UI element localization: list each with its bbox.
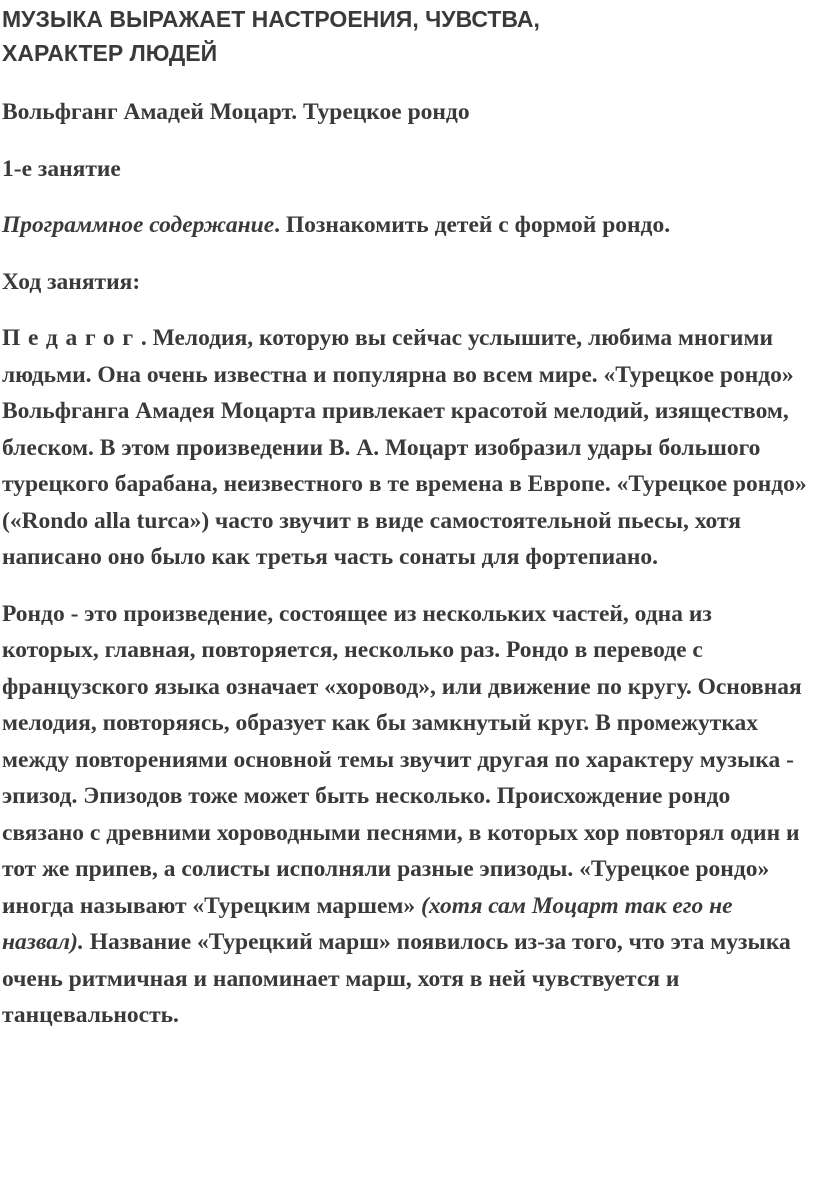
paragraph-1-text: . Мелодия, которую вы сейчас услышите, любима многими людьми. Она очень известна и популярна во всем мире. «Турецкое рондо» Вольфганга Амадея Моцарта привлекает красотой мелодий, изяществом, блеском. В этом произведении В. А. Моцарт изобразил удары большого турецкого барабана, неизвестного в те времена в Европе. «Турецкое рондо» («Rondo alla turca») часто звучит в виде самостоятельной пьесы, хотя написано оно было как третья часть сонаты для фортепиано. <box>2 325 807 570</box>
title-line-2: ХАРАКТЕР ЛЮДЕЙ <box>2 40 218 66</box>
paragraph-2-text-after: Название «Турецкий марш» появилось из-за того, что эта музыка очень ритмичная и напоминает марш, хотя в ней чувствуется и танцевальность. <box>2 929 791 1028</box>
title-line-1: МУЗЫКА ВЫРАЖАЕТ НАСТРОЕНИЯ, ЧУВСТВА, <box>2 6 540 32</box>
composer-heading: Вольфганг Амадей Моцарт. Турецкое рондо <box>2 99 470 125</box>
paragraph-rondo <box>2 596 812 1034</box>
lesson-heading: 1-е занятие <box>2 155 121 182</box>
paragraph-2-text-before: Рондо - это произведение, состоящее из нескольких частей, одна из которых, главная, повторяется, несколько раз. Рондо в переводе с французского языка означает «хоровод», или движение по кругу. Основная мелодия, повторяясь, образует как бы замкнутый круг. В промежутках между повторениями основной темы звучит другая по характеру музыка - эпизод. Эпизодов тоже может быть несколько. Происхождение рондо связано с древними хороводными песнями, в которых хор повторял один и тот же припев, а солисты исполняли разные эпизоды. «Турецкое рондо» иногда называют «Турецким маршем» <box>2 600 802 919</box>
program-text: . Познакомить детей с формой рондо. <box>274 212 671 238</box>
program-line <box>2 207 812 244</box>
document-title <box>2 2 812 70</box>
paragraph-2-italic: (хотя сам Моцарт так его не назвал). <box>2 892 733 955</box>
course-heading: Ход занятия: <box>2 268 141 295</box>
program-label: Программное содержание <box>2 212 275 238</box>
speaker-label: Педагог <box>2 325 141 351</box>
paragraph-teacher <box>2 320 812 576</box>
